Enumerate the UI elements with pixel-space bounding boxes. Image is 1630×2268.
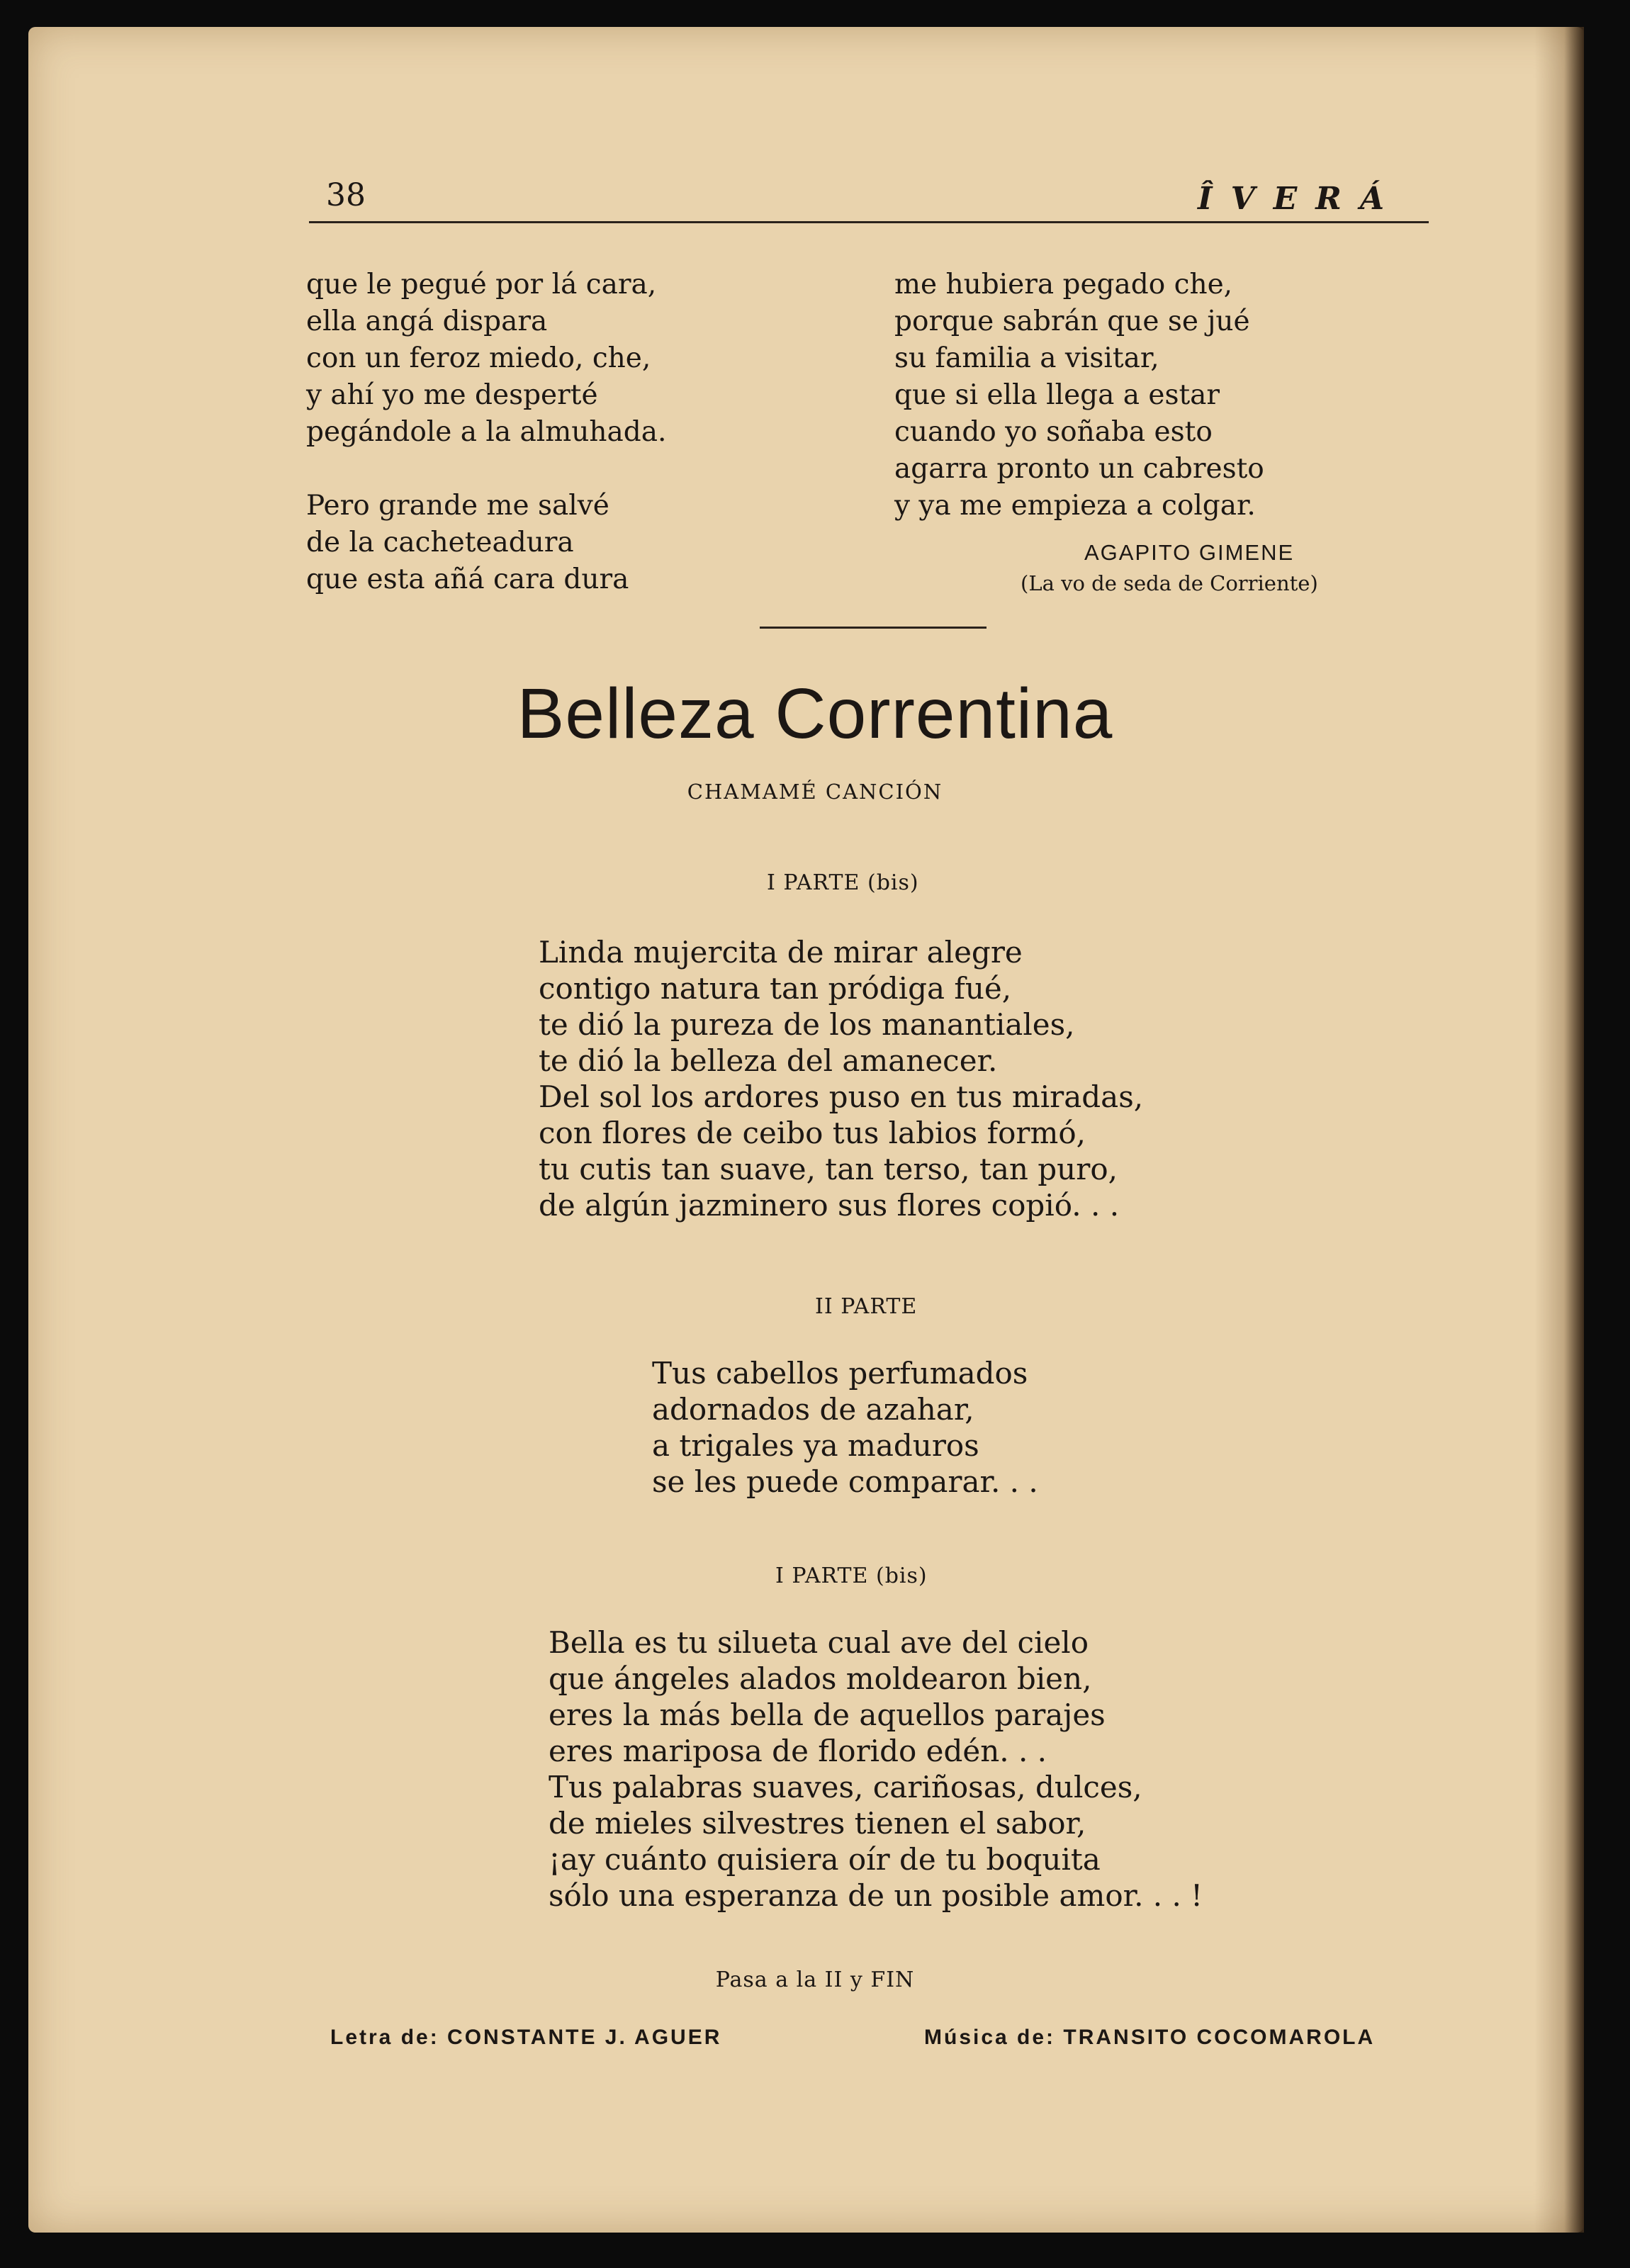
poem-right-column: me hubiera pegado che, porque sabrán que se jué su familia a visitar, que si ella llega a estar cuando yo soñaba esto agarra pronto un cabresto y ya me empieza a colgar. xyxy=(894,269,1264,522)
verse-3: Bella es tu silueta cual ave del cielo que ángeles alados moldearon bien, eres la más bella de aquellos parajes eres mariposa de florido edén. . . Tus palabras suaves, cariñosas, dulces, de mieles silvestres tienen el sabor, ¡ay cuánto quisiera oír de tu boquita sólo una esperanza de un posible amor. . . ! xyxy=(549,1625,1203,1913)
section-heading-3: I PARTE (bis) xyxy=(775,1564,928,1588)
poem-author-source: (La vo de seda de Corriente) xyxy=(1021,571,1318,595)
poem-author: AGAPITO GIMENE xyxy=(1084,540,1295,565)
section-heading-1: I PARTE (bis) xyxy=(767,870,919,895)
lyrics-credit: Letra de: CONSTANTE J. AGUER xyxy=(330,2026,722,2049)
music-credit: Música de: TRANSITO COCOMAROLA xyxy=(924,2026,1376,2049)
running-head: ÎVERÁ xyxy=(1198,181,1403,217)
continuation-note: Pasa a la II y FIN xyxy=(715,1967,915,1992)
verse-2: Tus cabellos perfumados adornados de azahar, a trigales ya maduros se les puede comparar. . . xyxy=(652,1356,1038,1499)
section-heading-2: II PARTE xyxy=(815,1294,918,1319)
song-subtitle: CHAMAMÉ CANCIÓN xyxy=(687,780,943,804)
page-gutter-shadow xyxy=(1534,27,1584,2233)
section-separator xyxy=(760,627,987,629)
poem-left-column: que le pegué por lá cara, ella angá dispara con un feroz miedo, che, y ahí yo me desperté pegándole a la almuhada. Pero grande me salvé de la cacheteadura que esta añá cara dura xyxy=(306,269,667,595)
song-title: Belleza Correntina xyxy=(517,674,1113,753)
verse-1: Linda mujercita de mirar alegre contigo natura tan pródiga fué, te dió la pureza de los manantiales, te dió la belleza del amanecer. Del sol los ardores puso en tus miradas, con flores de ceibo tus labios formó, tu cutis tan suave, tan terso, tan puro, de algún jazminero sus flores copió. . . xyxy=(539,935,1144,1223)
header-rule xyxy=(309,221,1429,223)
page-number: 38 xyxy=(326,177,366,213)
